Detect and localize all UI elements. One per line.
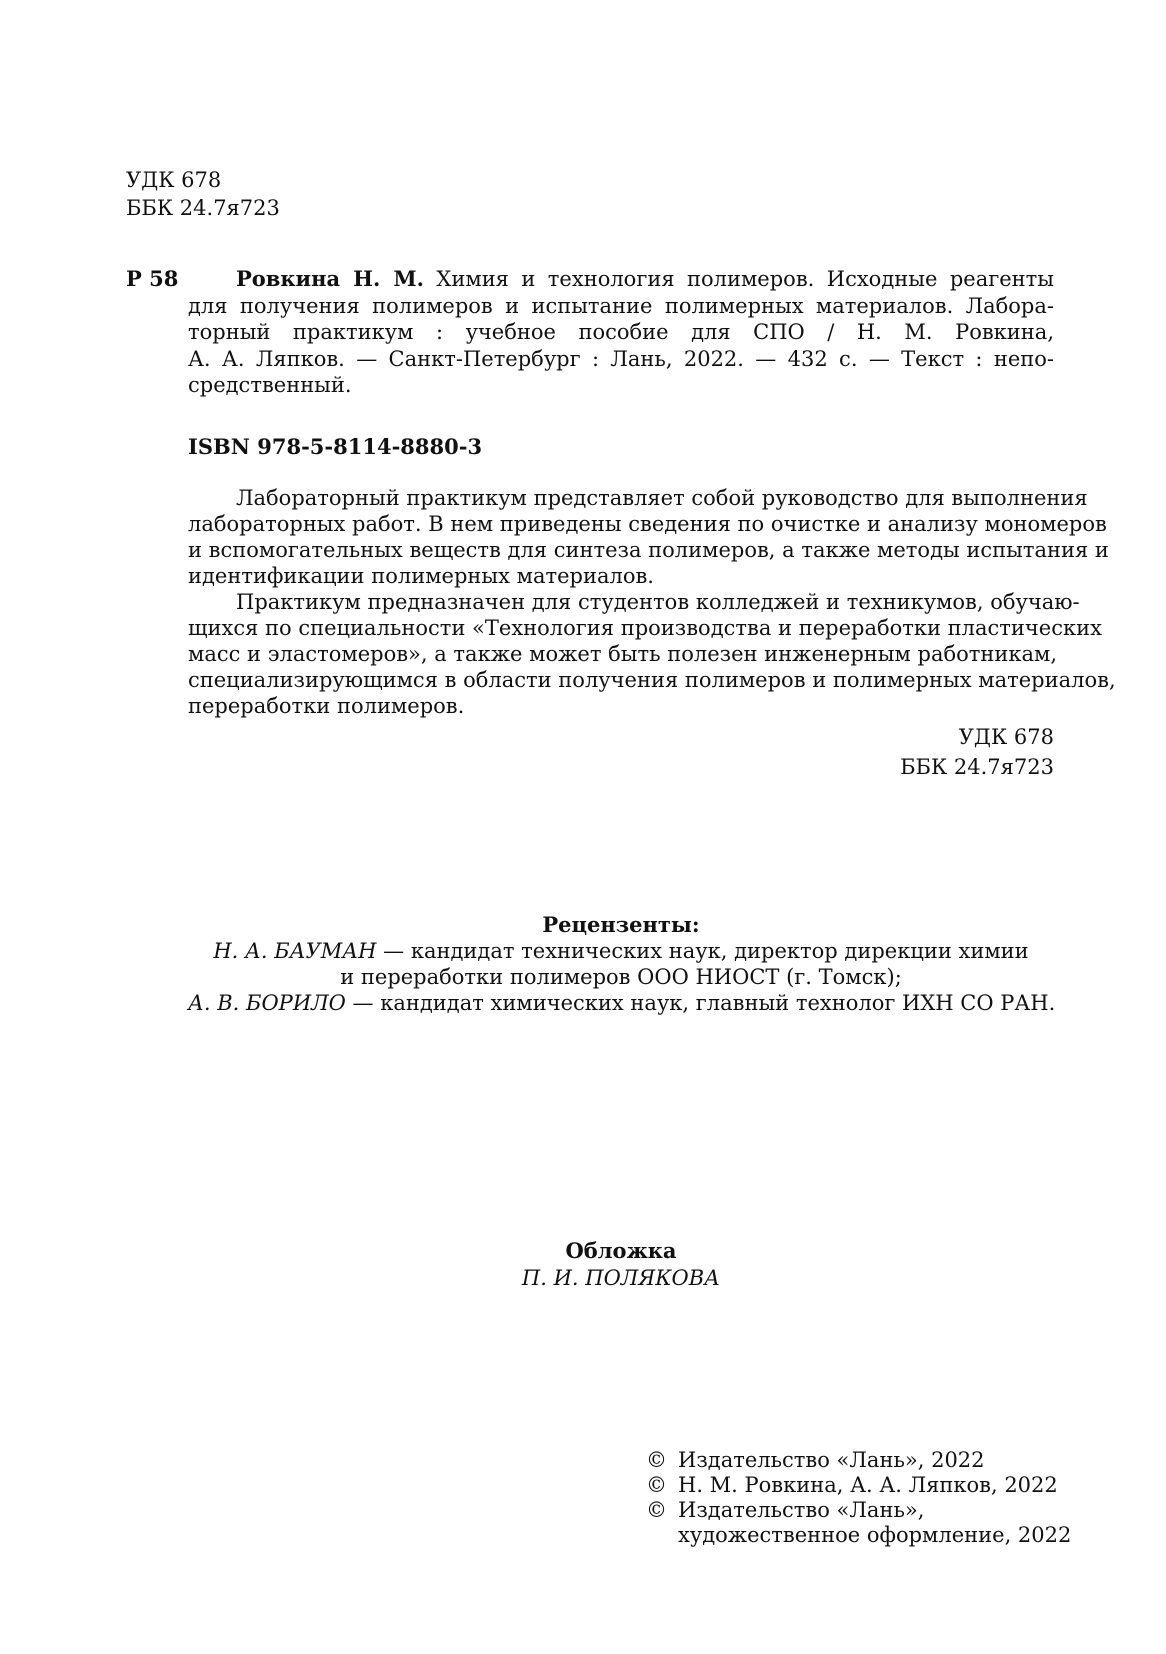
udk-code: УДК 678 [126, 168, 222, 192]
bbk-code: ББК 24.7я723 [126, 196, 280, 220]
reviewer-2-text: — кандидат химических наук, главный технолог ИХН СО РАН. [345, 991, 1056, 1015]
entry-author: Ровкина Н. М. [236, 266, 424, 291]
annotation-p2-line: переработки полимеров. [188, 694, 465, 718]
classification-codes-bottom [900, 722, 1054, 782]
copyright-1 [646, 1448, 1071, 1473]
cover-heading: Обложка [565, 1238, 677, 1263]
udk-code-bottom: УДК 678 [958, 725, 1054, 749]
annotation [188, 485, 1116, 719]
copyright-2-text: Н. М. Ровкина, А. А. Ляпков, 2022 [678, 1473, 1058, 1497]
annotation-p2-line: масс и эластомеров», а также может быть полезен инженерным работникам, [188, 642, 1058, 666]
copyright-icon: © [646, 1448, 667, 1472]
annotation-p2-line: специализирующимся в области получения полимеров и полимерных материалов, [188, 668, 1116, 692]
annotation-p2-line: щихся по специальности «Технология производства и переработки пластических [188, 616, 1102, 640]
annotation-p1-line: лабораторных работ. В нем приведены сведения по очистке и анализу мономеров [188, 512, 1107, 536]
reviewer-1-cont: и переработки полимеров ООО НИОСТ (г. Томск); [340, 965, 902, 989]
annotation-p1-line: идентификации полимерных материалов. [188, 564, 654, 588]
classification-codes-top [126, 166, 280, 222]
copyright-3-text-cont: художественное оформление, 2022 [678, 1523, 1072, 1547]
entry-title-part: Химия и технология полимеров. Исходные реагенты [436, 267, 1054, 291]
reviewers [188, 912, 1054, 1016]
entry-line-1 [188, 266, 1054, 293]
author-sign-code: Р 58 [126, 266, 179, 291]
copyright-3 [646, 1498, 1071, 1523]
reviewer-1 [188, 938, 1054, 964]
entry-line-5: средственный. [188, 373, 352, 397]
reviewer-1-name: Н. А. БАУМАН [213, 939, 377, 963]
annotation-p1-line: и вспомогательных веществ для синтеза полимеров, а также методы испытания и [188, 538, 1109, 562]
cover-designer: П. И. ПОЛЯКОВА [521, 1266, 721, 1290]
reviewer-2-name: А. В. БОРИЛО [188, 991, 346, 1015]
entry-line-3: торный практикум : учебное пособие для СПО / Н. М. Ровкина, [188, 320, 1054, 344]
entry-line-4: А. А. Ляпков. — Санкт-Петербург : Лань, 2022. — 432 с. — Текст : непо- [188, 346, 1054, 371]
cover-credit [188, 1238, 1054, 1292]
annotation-p2-line: Практикум предназначен для студентов колледжей и техникумов, обучаю- [236, 590, 1080, 614]
isbn: ISBN 978-5-8114-8880-3 [188, 434, 483, 459]
copyright-icon: © [646, 1498, 667, 1522]
copyright-3-cont [646, 1523, 1071, 1548]
entry-line-2: для получения полимеров и испытание полимерных материалов. Лабора- [188, 293, 1054, 318]
copyright-2 [646, 1473, 1071, 1498]
bbk-code-bottom: ББК 24.7я723 [900, 755, 1054, 779]
copyright-3-text: Издательство «Лань», [678, 1498, 925, 1522]
reviewers-heading: Рецензенты: [542, 912, 700, 937]
bibliographic-entry [188, 266, 1054, 399]
copyright-1-text: Издательство «Лань», 2022 [678, 1448, 985, 1472]
annotation-p1-line: Лабораторный практикум представляет собой руководство для выполнения [236, 486, 1088, 510]
copyrights [646, 1448, 1071, 1548]
reviewer-2 [188, 990, 1054, 1016]
reviewer-1-text: — кандидат технических наук, директор дирекции химии [376, 939, 1029, 963]
copyright-icon: © [646, 1473, 667, 1497]
